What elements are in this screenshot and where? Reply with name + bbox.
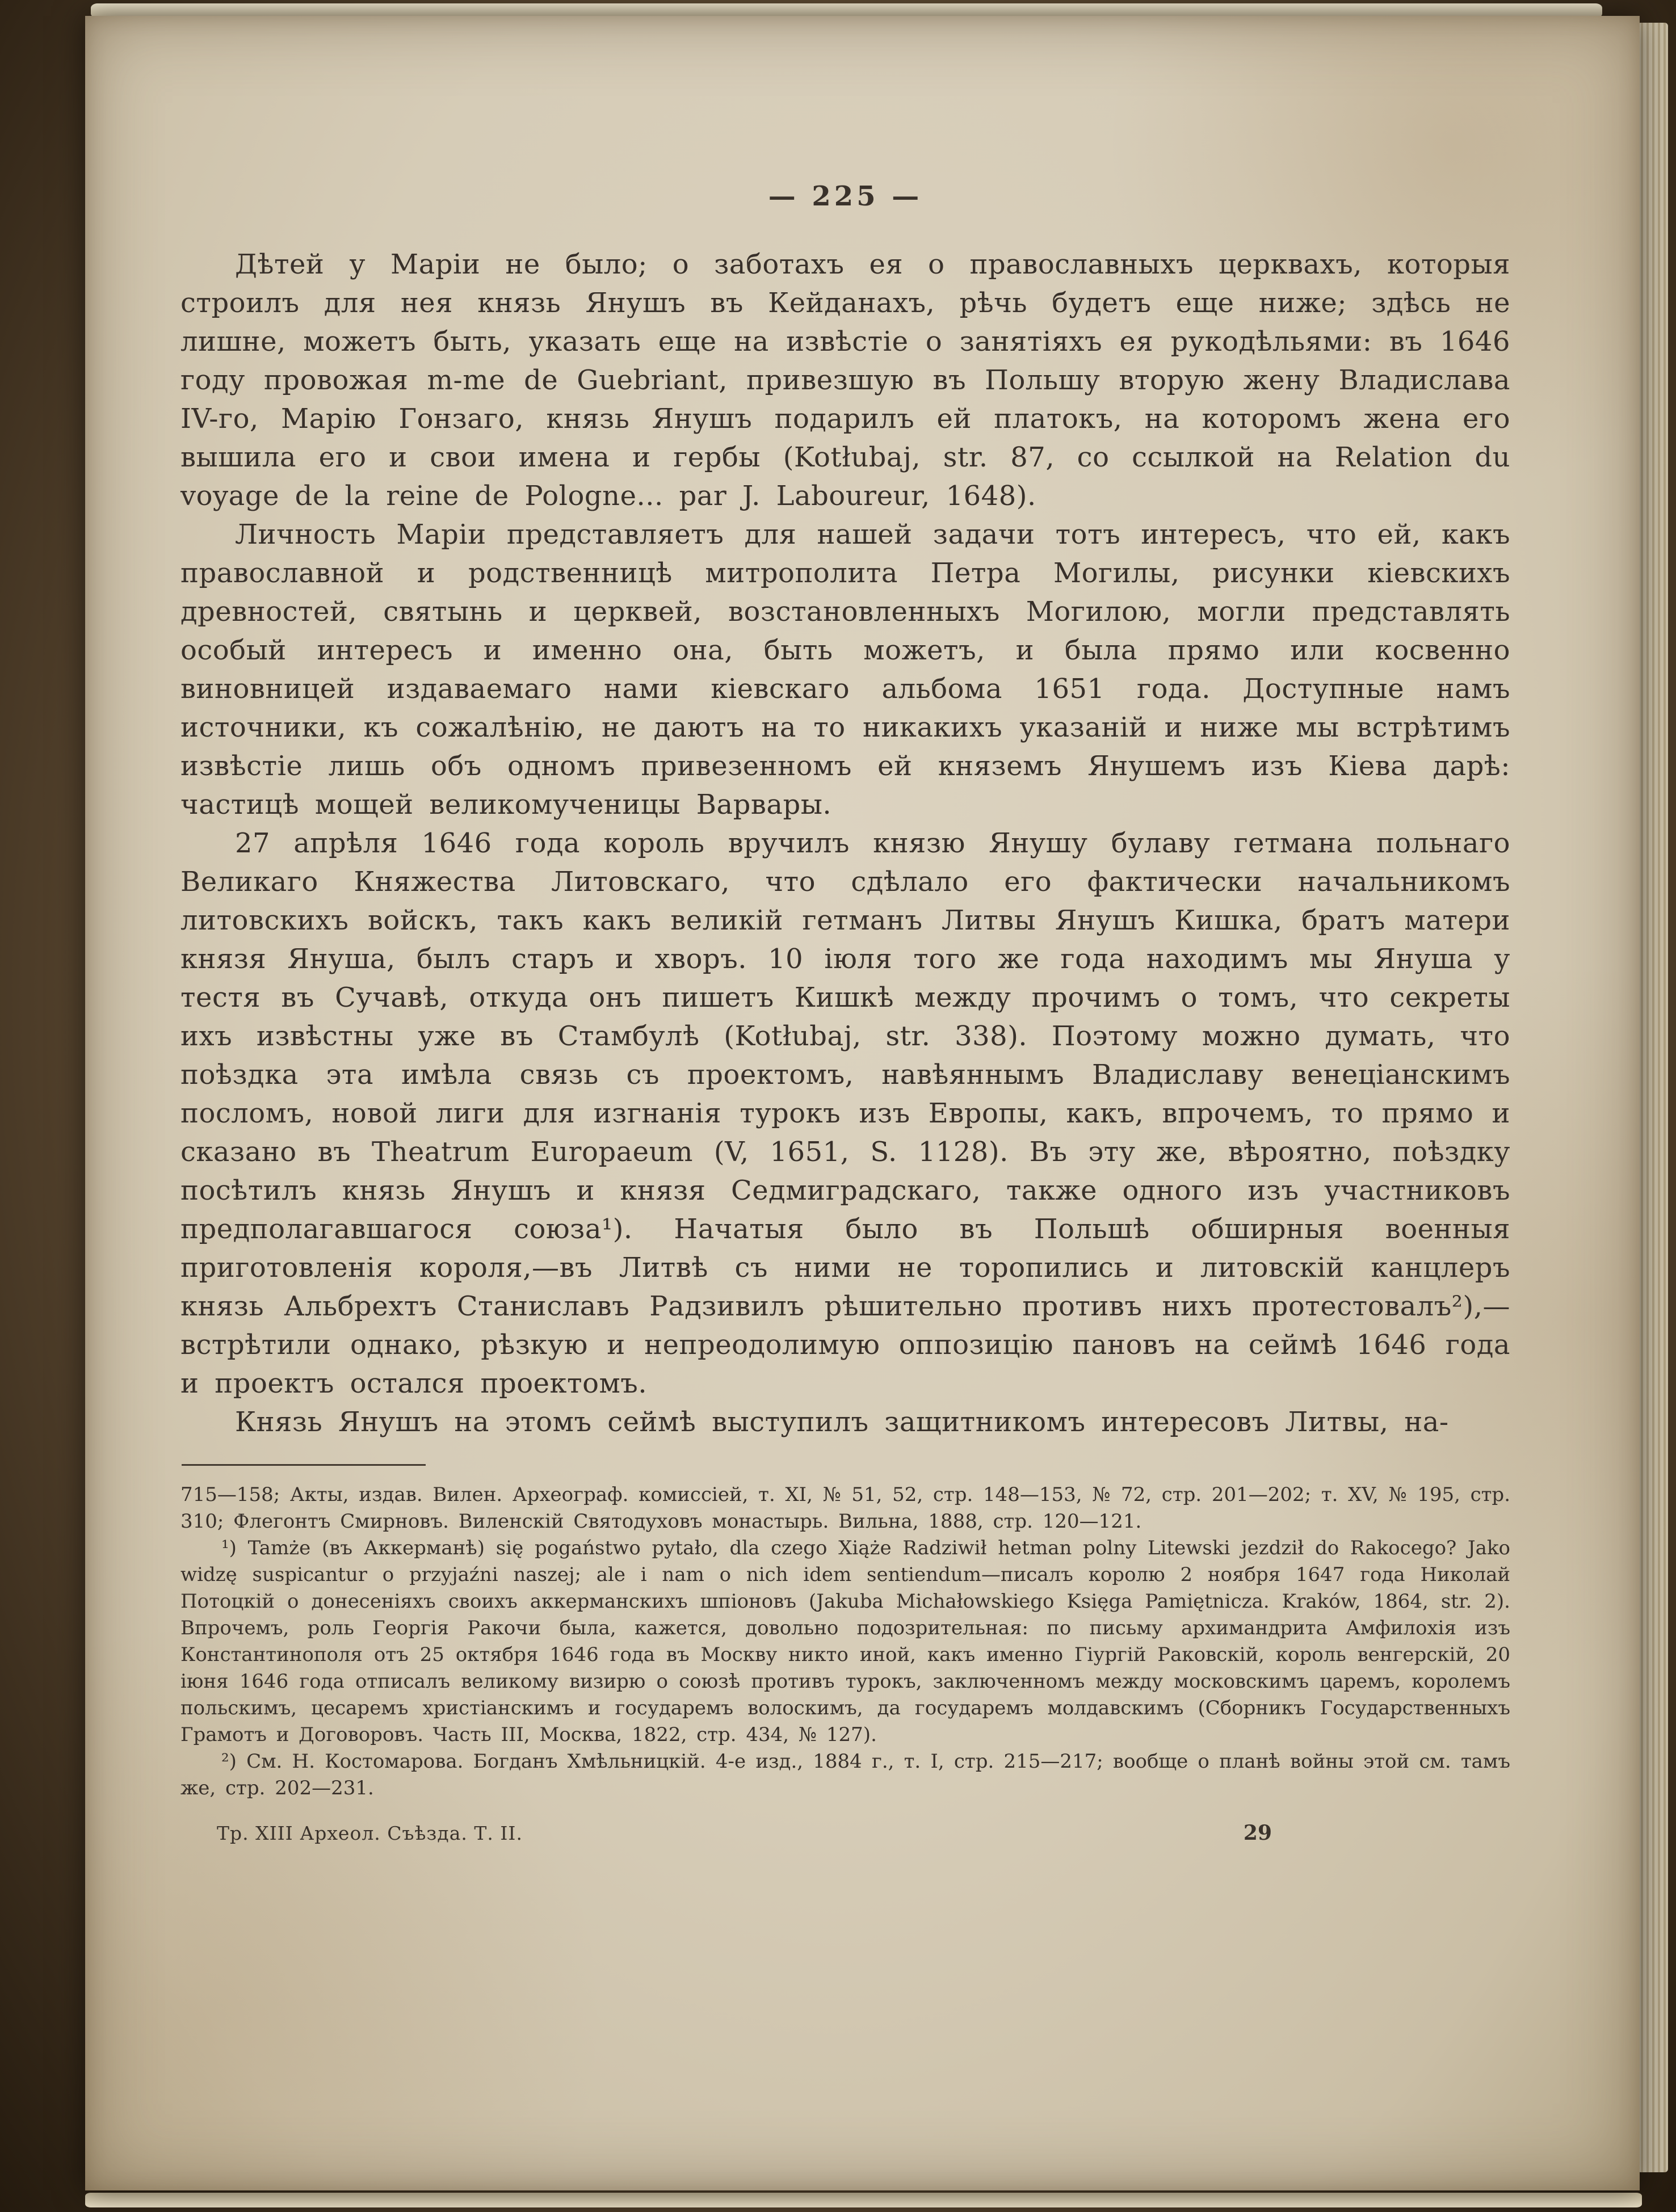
paragraph-3: 27 апрѣля 1646 года король вручилъ князю Янушу булаву гетмана польнаго Великаго Княжества Литовскаго, что сдѣлало его фактически начальникомъ литовскихъ войскъ, такъ какъ великій гетманъ Литвы Янушъ Кишка, братъ матери князя Януша, былъ старъ и хворъ. 10 іюля того же года находимъ мы Януша у тестя въ Сучавѣ, откуда онъ пишетъ Кишкѣ между прочимъ о томъ, что секреты ихъ извѣстны уже въ Стамбулѣ (Kotłubaj, str. 338). Поэтому можно думать, что поѣздка эта имѣла связь съ проектомъ, навѣяннымъ Владиславу венеціанскимъ посломъ, новой лиги для изгнанія турокъ изъ Европы, какъ, впрочемъ, то прямо и сказано въ Theatrum Europaeum (V, 1651, S. 1128). Въ эту же, вѣроятно, поѣздку посѣтилъ князь Янушъ и князя Седмиградскаго, также одного изъ участниковъ предполагавшагося союза¹). Начатыя было въ Польшѣ обширныя военныя приготовленія короля,—въ Литвѣ съ ними не торопились и литовскій канцлеръ князь Альбрехтъ Станиславъ Радзивилъ рѣшительно противъ нихъ протестовалъ²),—встрѣтили однако, рѣзкую и непреодолимую оппозицію пановъ на сеймѣ 1646 года и проектъ остался проектомъ.: [180, 827, 1510, 1399]
page-content: [85, 16, 1640, 2190]
paragraph-2: Личность Маріи представляетъ для нашей задачи тотъ интересъ, что ей, какъ православной и родственницѣ митрополита Петра Могилы, рисунки кіевскихъ древностей, святынь и церквей, возстановленныхъ Могилою, могли представлять особый интересъ и именно она, быть можетъ, и была прямо или косвенно виновницей издаваемаго нами кіевскаго альбома 1651 года. Доступные намъ источники, къ сожалѣнію, не даютъ на то никакихъ указаній и ниже мы встрѣтимъ извѣстіе лишь объ одномъ привезенномъ ей княземъ Янушемъ изъ Кіева дарѣ: частицѣ мощей великомученицы Варвары.: [180, 519, 1510, 821]
paragraph-1: Дѣтей у Маріи не было; о заботахъ ея о православныхъ церквахъ, которыя строилъ для нея князь Янушъ въ Кейданахъ, рѣчь будетъ еще ниже; здѣсь не лишне, можетъ быть, указать еще на извѣстіе о занятіяхъ ея рукодѣльями: въ 1646 году провожая m-me de Guebriant, привезшую въ Польшу вторую жену Владислава IV-го, Марію Гонзаго, князь Янушъ подарилъ ей платокъ, на которомъ жена его вышила его и свои имена и гербы (Kotłubaj, str. 87, со ссылкой на Relation du voyage de la reine de Pologne... par J. Laboureur, 1648).: [180, 249, 1510, 512]
page-footer: [180, 1821, 1510, 1845]
page-bottom-edge: [85, 2193, 1642, 2207]
sheet-number: 29: [1243, 1821, 1272, 1845]
book-page: [85, 16, 1640, 2190]
footnote-1: ¹) Tamże (въ Аккерманѣ) się pogaństwo pytało, dla czego Xiąże Radziwił hetman polny Litewski jezdził do Rakocego? Jako widzę suspicantur o przyjaźni naszej; ale i nam o nich idem sentiendum—писалъ королю 2 ноября 1647 года Николай Потоцкій о донесеніяхъ своихъ аккерманскихъ шпіоновъ (Jakuba Michałowskiego Księga Pamiętnicza. Kraków, 1864, str. 2). Впрочемъ, роль Георгія Ракочи была, кажется, довольно подозрительная: по письму архимандрита Амфилохія изъ Константинополя отъ 25 октября 1646 года въ Москву никто иной, какъ именно Гіургій Раковскій, король венгерскій, 20 іюня 1646 года отписалъ великому визирю о союзѣ противъ турокъ, заключенномъ между московскимъ царемъ, королемъ польскимъ, цесаремъ христіанскимъ и государемъ волоскимъ, да государемъ молдавскимъ (Сборникъ Государственныхъ Грамотъ и Договоровъ. Часть III, Москва, 1822, стр. 434, № 127).: [180, 1537, 1510, 1746]
paragraph-4: Князь Янушъ на этомъ сеймѣ выступилъ защитникомъ интересовъ Литвы, на-: [235, 1406, 1449, 1438]
footnotes-block: [180, 1482, 1510, 1802]
footnote-continuation: 715—158; Акты, издав. Вилен. Археограф. комиссіей, т. XI, № 51, 52, стр. 148—153, № 72, стр. 201—202; т. XV, № 195, стр. 310; Флегонтъ Смирновъ. Виленскій Святодуховъ монастырь. Вильна, 1888, стр. 120—121.: [180, 1483, 1510, 1533]
volume-signature: Тр. XIII Археол. Съѣзда. Т. II.: [217, 1822, 523, 1844]
page-number: — 225 —: [768, 180, 923, 212]
book-fore-edge: [1637, 23, 1668, 2172]
footnote-2: ²) См. Н. Костомарова. Богданъ Хмѣльницкій. 4-е изд., 1884 г., т. I, стр. 215—217; вообще о планѣ войны этой см. тамъ же, стр. 202—231.: [180, 1750, 1510, 1799]
footnote-separator-rule: [182, 1464, 426, 1466]
body-text: [180, 245, 1510, 1441]
